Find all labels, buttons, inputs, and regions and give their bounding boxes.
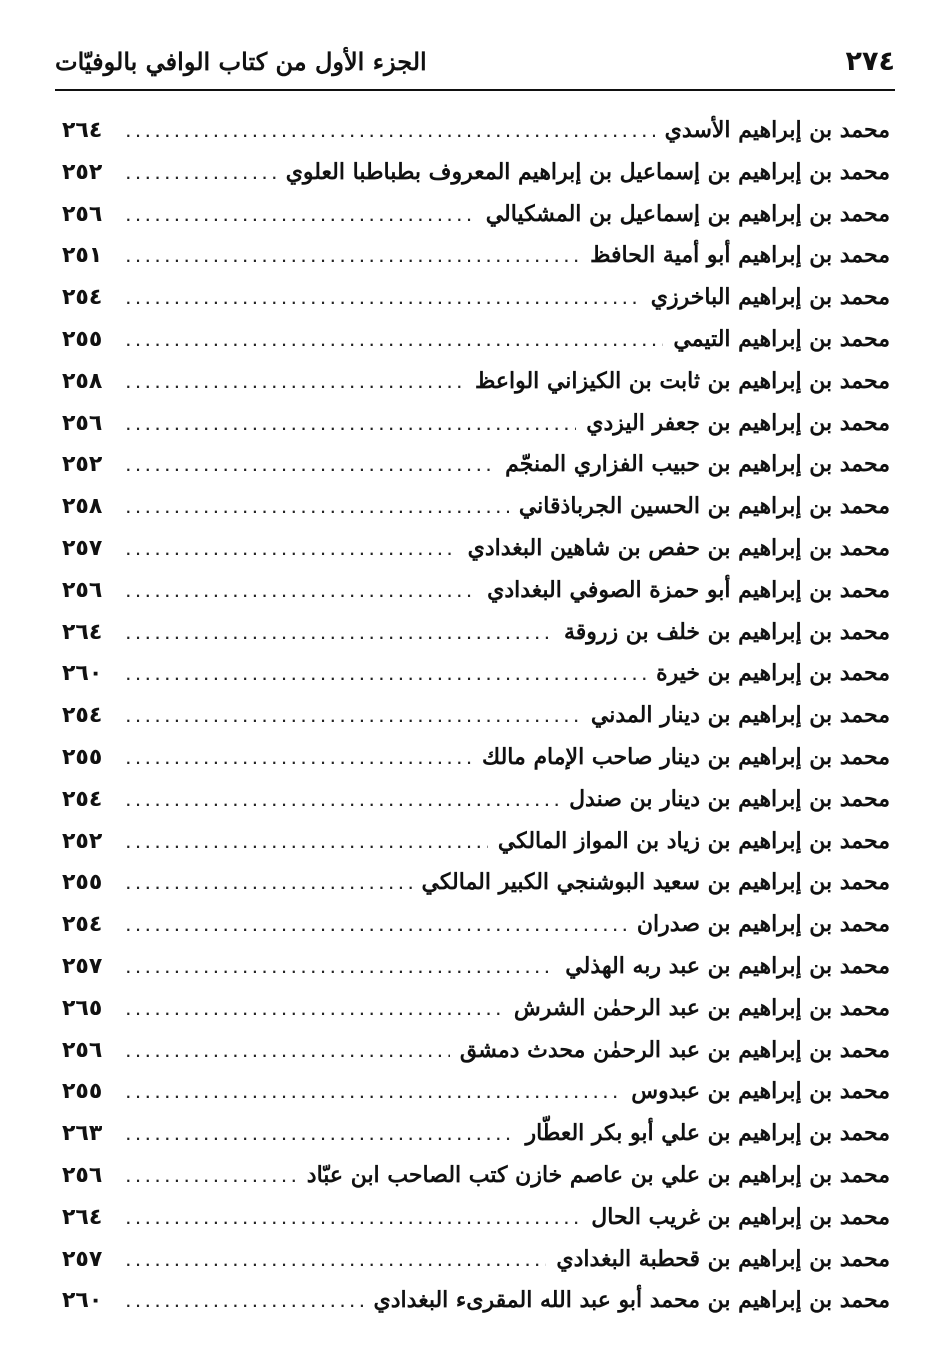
entry-name: محمد بن إبراهيم بن قحطبة البغدادي bbox=[556, 1245, 890, 1272]
index-entry bbox=[62, 821, 890, 863]
entry-page-number: ٢٥٧ bbox=[62, 1246, 103, 1272]
entry-name: محمد بن إبراهيم أبو أمية الحافظ bbox=[590, 242, 890, 269]
index-entry bbox=[62, 946, 890, 988]
entry-page-number: ٢٦٤ bbox=[62, 118, 103, 143]
entry-page-number: ٢٥٤ bbox=[62, 285, 103, 311]
index-entry bbox=[62, 528, 890, 570]
entry-name: محمد بن إبراهيم بن صدران bbox=[636, 911, 890, 938]
index-entry bbox=[62, 110, 890, 152]
index-entry bbox=[62, 779, 890, 821]
dot-leader bbox=[126, 322, 663, 364]
entry-page-number: ٢٥٤ bbox=[62, 912, 103, 938]
entry-name: محمد بن إبراهيم بن محمد أبو عبد الله المقرىء البغدادي bbox=[373, 1287, 890, 1314]
entry-name: محمد بن إبراهيم بن حبيب الفزاري المنجّم bbox=[505, 451, 890, 478]
index-entry bbox=[62, 1030, 890, 1072]
entry-name: محمد بن إبراهيم بن علي بن عاصم خازن كتب الصاحب ابن عبّاد bbox=[306, 1161, 890, 1188]
dot-leader bbox=[126, 656, 646, 698]
entry-name: محمد بن إبراهيم الأسدي bbox=[664, 117, 890, 143]
entry-name: محمد بن إبراهيم بن إسماعيل بن إبراهيم المعروف بطباطبا العلوي bbox=[285, 158, 890, 185]
index-entry bbox=[62, 319, 890, 361]
index-entry bbox=[62, 737, 890, 779]
entry-page-number: ٢٥٨ bbox=[62, 494, 103, 520]
entry-page-number: ٢٥٧ bbox=[62, 535, 103, 561]
dot-leader bbox=[126, 865, 412, 907]
entry-name: محمد بن إبراهيم الباخرزي bbox=[650, 284, 890, 311]
dot-leader bbox=[126, 1074, 621, 1116]
entry-name: محمد بن إبراهيم بن جعفر اليزدي bbox=[586, 409, 890, 436]
dot-leader bbox=[126, 1242, 546, 1284]
entry-name: محمد بن إبراهيم بن دينار صاحب الإمام مالك bbox=[482, 743, 890, 770]
entry-name: محمد بن إبراهيم بن دينار المدني bbox=[590, 702, 890, 729]
dot-leader bbox=[126, 1116, 515, 1158]
index-entry bbox=[62, 1155, 890, 1197]
entry-name: محمد بن إبراهيم التيمي bbox=[673, 325, 890, 352]
entry-name: محمد بن إبراهيم بن خلف بن زروقة bbox=[563, 618, 890, 645]
entry-name: محمد بن إبراهيم بن إسماعيل بن المشكيالي bbox=[485, 200, 890, 227]
index-entry bbox=[62, 612, 890, 654]
entry-page-number: ٢٥٦ bbox=[62, 1162, 103, 1188]
index-entry bbox=[62, 570, 890, 612]
index-entry bbox=[62, 486, 890, 528]
entry-name: محمد بن إبراهيم بن ثابت بن الكيزاني الواعظ bbox=[474, 367, 890, 394]
entry-page-number: ٢٥٦ bbox=[62, 410, 103, 436]
dot-leader bbox=[126, 949, 555, 991]
entry-page-number: ٢٥٤ bbox=[62, 703, 103, 729]
dot-leader bbox=[126, 698, 581, 740]
dot-leader bbox=[126, 447, 495, 489]
index-entry bbox=[62, 904, 890, 946]
entry-page-number: ٢٥٨ bbox=[62, 368, 103, 394]
entry-page-number: ٢٥٥ bbox=[62, 744, 103, 770]
dot-leader bbox=[126, 824, 488, 866]
index-entry bbox=[62, 194, 890, 236]
entry-name: محمد بن إبراهيم بن سعيد البوشنجي الكبير المالكي bbox=[421, 869, 890, 896]
entry-name: محمد بن إبراهيم بن الحسين الجرباذقاني bbox=[518, 493, 890, 520]
running-title: الجزء الأول من كتاب الوافي بالوفيّات bbox=[55, 46, 427, 76]
dot-leader bbox=[126, 364, 465, 406]
entry-page-number: ٢٦٠ bbox=[62, 1288, 103, 1314]
index-entry bbox=[62, 1071, 890, 1113]
entry-page-number: ٢٥٢ bbox=[62, 159, 103, 185]
dot-leader bbox=[126, 113, 655, 155]
entry-page-number: ٢٥٢ bbox=[62, 452, 103, 478]
entry-name: محمد بن إبراهيم بن دينار بن صندل bbox=[569, 785, 890, 812]
index-entry bbox=[62, 1113, 890, 1155]
dot-leader bbox=[126, 740, 472, 782]
entry-name: محمد بن إبراهيم بن حفص بن شاهين البغدادي bbox=[467, 534, 890, 561]
dot-leader bbox=[126, 615, 554, 657]
index-entry bbox=[62, 152, 890, 194]
index-entry bbox=[62, 1239, 890, 1281]
dot-leader bbox=[126, 1200, 581, 1242]
index-entry bbox=[62, 235, 890, 277]
dot-leader bbox=[126, 280, 641, 322]
index-entry bbox=[62, 1280, 890, 1322]
entry-page-number: ٢٥٧ bbox=[62, 953, 103, 979]
entry-name: محمد بن إبراهيم بن عبد ربه الهذلي bbox=[565, 952, 890, 979]
index-entry bbox=[62, 988, 890, 1030]
dot-leader bbox=[126, 406, 576, 448]
entry-name: محمد بن إبراهيم بن علي أبو بكر العطّار bbox=[525, 1120, 890, 1147]
index-entry bbox=[62, 862, 890, 904]
dot-leader bbox=[126, 489, 509, 531]
entry-name: محمد بن إبراهيم أبو حمزة الصوفي البغدادي bbox=[487, 576, 890, 603]
dot-leader bbox=[126, 1283, 364, 1325]
dot-leader bbox=[126, 1033, 450, 1075]
index-entry bbox=[62, 444, 890, 486]
index-entry bbox=[62, 361, 890, 403]
entry-name: محمد بن إبراهيم بن عبد الرحمٰن محدث دمشق bbox=[459, 1036, 890, 1063]
entry-name: محمد بن إبراهيم بن غريب الحال bbox=[591, 1203, 890, 1230]
entry-page-number: ٢٦٥ bbox=[62, 995, 103, 1021]
entry-page-number: ٢٥٢ bbox=[62, 828, 103, 854]
entry-name: محمد بن إبراهيم بن عبدوس bbox=[631, 1078, 890, 1105]
dot-leader bbox=[126, 238, 580, 280]
index-entry bbox=[62, 277, 890, 319]
dot-leader bbox=[126, 531, 458, 573]
entry-page-number: ٢٥٥ bbox=[62, 1079, 103, 1105]
entry-name: محمد بن إبراهيم بن زياد بن المواز المالكي bbox=[497, 827, 890, 854]
index-entry bbox=[62, 1197, 890, 1239]
index-entry bbox=[62, 653, 890, 695]
entry-page-number: ٢٥٦ bbox=[62, 1037, 103, 1063]
entry-page-number: ٢٦٤ bbox=[62, 1204, 103, 1230]
dot-leader bbox=[126, 197, 476, 239]
header-rule bbox=[55, 89, 895, 91]
entry-name: محمد بن إبراهيم بن خيرة bbox=[656, 660, 890, 687]
dot-leader bbox=[126, 991, 504, 1033]
entry-page-number: ٢٥٦ bbox=[62, 201, 103, 227]
page-number: ٢٧٤ bbox=[845, 45, 895, 77]
entry-page-number: ٢٥٥ bbox=[62, 870, 103, 896]
dot-leader bbox=[126, 782, 559, 824]
entry-page-number: ٢٥١ bbox=[62, 243, 103, 269]
index-entry bbox=[62, 695, 890, 737]
dot-leader bbox=[126, 155, 276, 197]
entry-page-number: ٢٥٥ bbox=[62, 326, 103, 352]
page-header bbox=[55, 36, 895, 86]
dot-leader bbox=[126, 907, 627, 949]
dot-leader bbox=[126, 573, 477, 615]
index-entry bbox=[62, 403, 890, 445]
entry-page-number: ٢٥٤ bbox=[62, 786, 103, 812]
dot-leader bbox=[126, 1158, 297, 1200]
entry-name: محمد بن إبراهيم بن عبد الرحمٰن الشرش bbox=[513, 994, 890, 1021]
entry-page-number: ٢٦٠ bbox=[62, 661, 103, 687]
index-list bbox=[62, 110, 890, 1322]
entry-page-number: ٢٦٤ bbox=[62, 619, 103, 645]
entry-page-number: ٢٥٦ bbox=[62, 577, 103, 603]
entry-page-number: ٢٦٣ bbox=[62, 1121, 103, 1147]
